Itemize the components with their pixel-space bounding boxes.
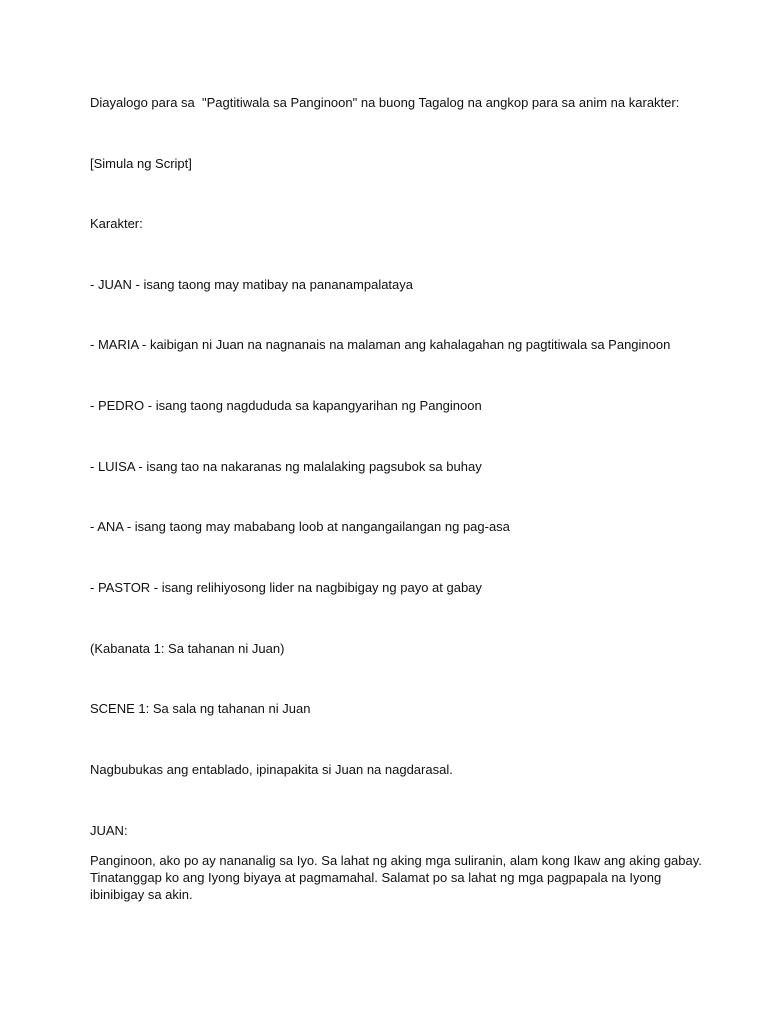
character-entry-maria: - MARIA - kaibigan ni Juan na nagnanais na malaman ang kahalagahan ng pagtitiwala sa Panginoon <box>90 337 671 352</box>
dialogue-line: Tinatanggap ko ang Iyong biyaya at pagmamahal. Salamat po sa lahat ng mga pagpapala na Iyong <box>90 870 662 885</box>
intro-text: Diayalogo para sa "Pagtitiwala sa Panginoon" na buong Tagalog na angkop para sa anim na karakter: <box>90 95 680 110</box>
character-entry-juan: - JUAN - isang taong may matibay na pananampalataya <box>90 277 414 292</box>
dialogue-paragraph <box>90 852 702 903</box>
character-entry-luisa: - LUISA - isang tao na nakaranas ng malalaking pagsubok sa buhay <box>90 459 482 474</box>
character-entry-ana: - ANA - isang taong may mababang loob at nangangailangan ng pag-asa <box>90 519 510 534</box>
scene-heading: SCENE 1: Sa sala ng tahanan ni Juan <box>90 701 311 716</box>
speaker-label: JUAN: <box>90 823 128 838</box>
dialogue-line: ibinibigay sa akin. <box>90 887 193 902</box>
character-entry-pastor: - PASTOR - isang relihiyosong lider na nagbibigay ng payo at gabay <box>90 580 482 595</box>
chapter-heading: (Kabanata 1: Sa tahanan ni Juan) <box>90 641 285 656</box>
character-entry-pedro: - PEDRO - isang taong nagdududa sa kapangyarihan ng Panginoon <box>90 398 482 413</box>
characters-heading: Karakter: <box>90 216 143 231</box>
script-start-marker: [Simula ng Script] <box>90 156 192 171</box>
stage-direction: Nagbubukas ang entablado, ipinapakita si Juan na nagdarasal. <box>90 762 453 777</box>
dialogue-line: Panginoon, ako po ay nananalig sa Iyo. Sa lahat ng aking mga suliranin, alam kong Ikaw ang aking gabay. <box>90 853 702 868</box>
